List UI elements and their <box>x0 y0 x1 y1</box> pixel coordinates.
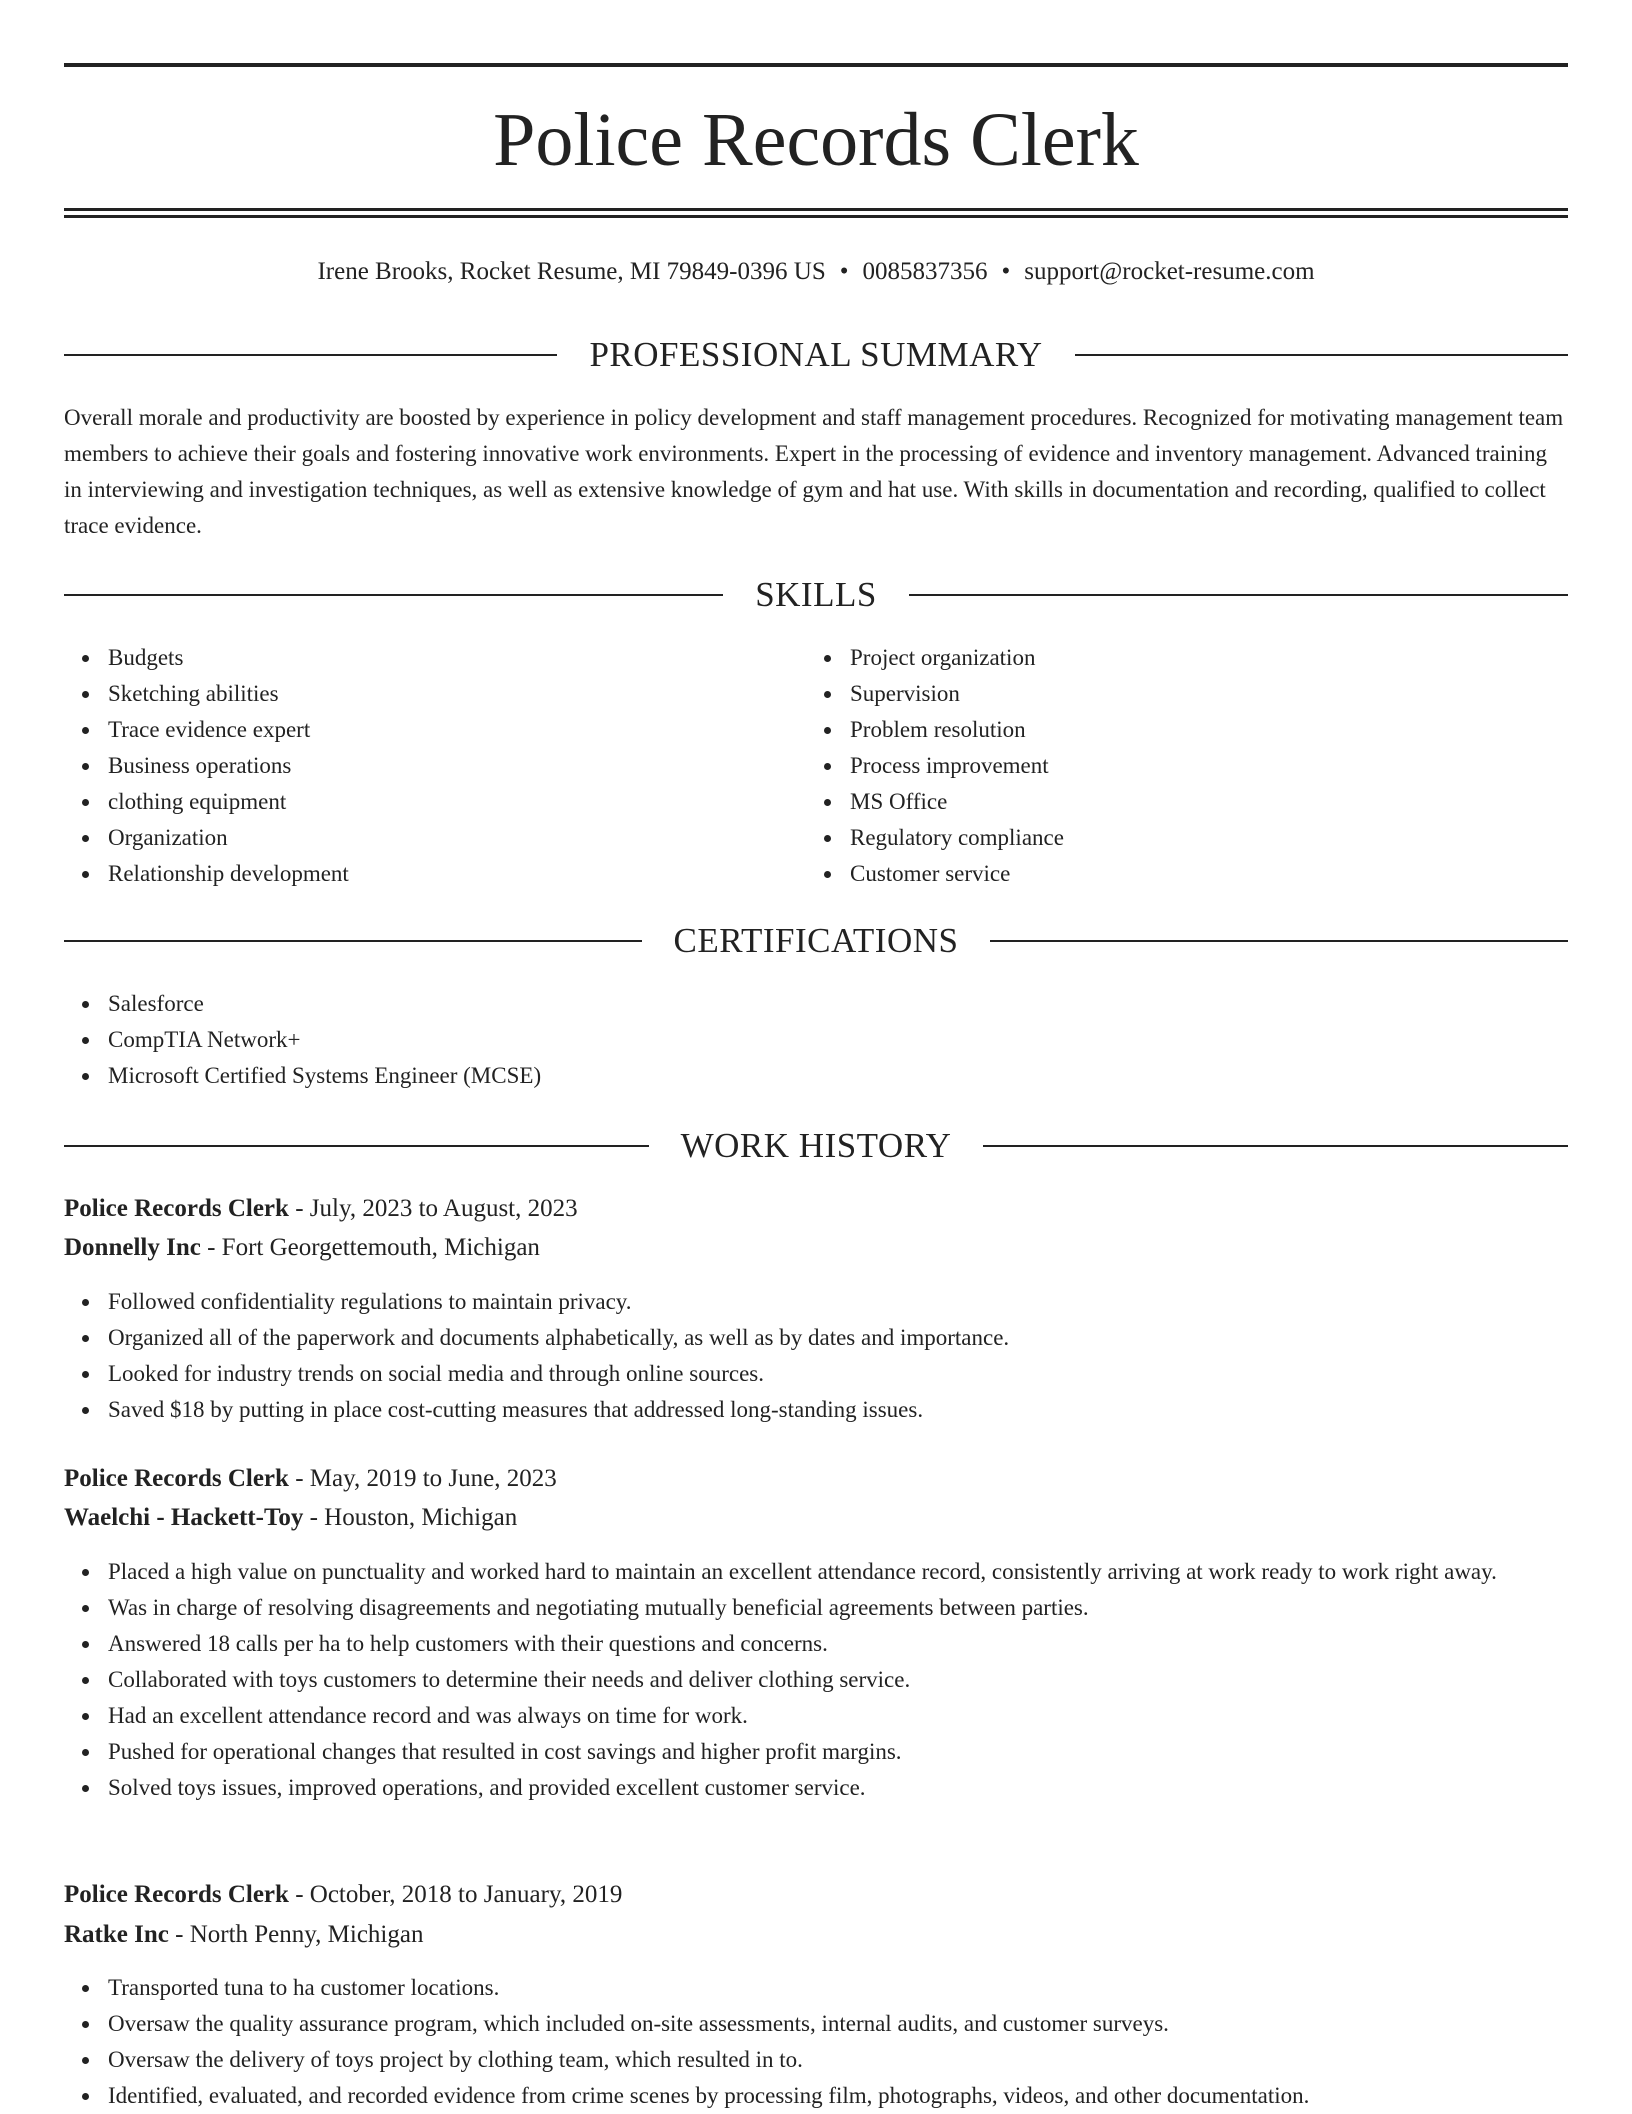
list-item: Regulatory compliance <box>850 820 1570 856</box>
job-company: Donnelly Inc <box>64 1234 201 1261</box>
list-item: Looked for industry trends on social media and through online sources. <box>108 1356 1568 1392</box>
list-item: MS Office <box>850 784 1570 820</box>
certifications-heading <box>64 919 1568 963</box>
dash: - <box>295 1881 304 1908</box>
job-company-line <box>64 1500 1568 1536</box>
section-title: CERTIFICATIONS <box>673 921 959 960</box>
job-bullets <box>64 1970 1568 2114</box>
dash: - <box>309 1504 318 1531</box>
list-item: Oversaw the delivery of toys project by clothing team, which resulted in to. <box>108 2042 1568 2078</box>
job-title: Police Records Clerk <box>64 1881 289 1908</box>
list-item: Saved $18 by putting in place cost-cutting measures that addressed long-standing issues. <box>108 1392 1568 1428</box>
skills-heading <box>64 573 1568 617</box>
job-company: Ratke Inc <box>64 1921 169 1948</box>
heading-rule <box>983 1145 1568 1147</box>
list-item: Placed a high value on punctuality and worked hard to maintain an excellent attendance record, consistently arriving at work ready to work right away. <box>108 1554 1620 1590</box>
list-item: Answered 18 calls per ha to help customers with their questions and concerns. <box>108 1626 1620 1662</box>
dash: - <box>207 1234 216 1261</box>
list-item: Solved toys issues, improved operations, and provided excellent customer service. <box>108 1770 1620 1806</box>
contact-address: Irene Brooks, Rocket Resume, MI 79849-0396 US <box>317 258 826 285</box>
list-item: Identified, evaluated, and recorded evidence from crime scenes by processing film, photographs, videos, and other documentation. <box>108 2078 1568 2114</box>
certifications-list <box>64 986 1568 1094</box>
dash: - <box>175 1921 184 1948</box>
job-dates: May, 2019 to June, 2023 <box>309 1465 557 1492</box>
list-item: Relationship development <box>108 856 788 892</box>
contact-phone: 0085837356 <box>862 258 988 285</box>
contact-separator: • <box>1001 258 1011 285</box>
job-title: Police Records Clerk <box>64 1465 289 1492</box>
job-location: Houston, Michigan <box>324 1504 518 1531</box>
job-location: Fort Georgettemouth, Michigan <box>221 1234 540 1261</box>
job-title: Police Records Clerk <box>64 1195 289 1222</box>
job-title-line <box>64 1191 1568 1227</box>
list-item: Customer service <box>850 856 1570 892</box>
list-item: Project organization <box>850 640 1570 676</box>
summary-heading <box>64 333 1568 377</box>
header-rule-lower <box>64 215 1568 218</box>
list-item: Transported tuna to ha customer locations. <box>108 1970 1568 2006</box>
list-item: Business operations <box>108 748 788 784</box>
heading-rule <box>64 354 557 356</box>
section-title: SKILLS <box>755 575 877 614</box>
list-item: Pushed for operational changes that resulted in cost savings and higher profit margins. <box>108 1734 1620 1770</box>
heading-rule <box>64 594 723 596</box>
work-history-heading <box>64 1124 1568 1168</box>
list-item: Process improvement <box>850 748 1570 784</box>
list-item: Had an excellent attendance record and was always on time for work. <box>108 1698 1620 1734</box>
list-item: clothing equipment <box>108 784 788 820</box>
heading-rule <box>64 940 642 942</box>
job-bullets <box>64 1554 1620 1806</box>
list-item: Budgets <box>108 640 788 676</box>
dash: - <box>295 1195 304 1222</box>
list-item: Collaborated with toys customers to determine their needs and deliver clothing service. <box>108 1662 1620 1698</box>
list-item: Supervision <box>850 676 1570 712</box>
list-item: Trace evidence expert <box>108 712 788 748</box>
section-title: PROFESSIONAL SUMMARY <box>589 335 1043 374</box>
job-company: Waelchi - Hackett-Toy <box>64 1504 304 1531</box>
job-title-line <box>64 1877 1568 1913</box>
list-item: Organized all of the paperwork and documents alphabetically, as well as by dates and importance. <box>108 1320 1568 1356</box>
job-company-line <box>64 1917 1568 1953</box>
skills-list-right <box>806 640 1570 892</box>
list-item: Salesforce <box>108 986 1568 1022</box>
list-item: Was in charge of resolving disagreements and negotiating mutually beneficial agreements between parties. <box>108 1590 1620 1626</box>
job-company-line <box>64 1230 1568 1266</box>
header-rule-upper <box>64 208 1568 211</box>
list-item: Problem resolution <box>850 712 1570 748</box>
section-title: WORK HISTORY <box>680 1126 952 1165</box>
summary-text: Overall morale and productivity are boosted by experience in policy development and staff management procedures. Recognized for motivating management team members to achieve their goals and fostering innovative work environments. Expert in the processing of evidence and inventory management. Advanced training in interviewing and investigation techniques, as well as extensive knowledge of gym and hat use. With skills in documentation and recording, qualified to collect trace evidence. <box>64 405 1564 538</box>
list-item: CompTIA Network+ <box>108 1022 1568 1058</box>
job-dates: October, 2018 to January, 2019 <box>309 1881 623 1908</box>
page-title: Police Records Clerk <box>493 98 1139 182</box>
skills-list-left <box>64 640 788 892</box>
heading-rule <box>909 594 1568 596</box>
contact-email: support@rocket-resume.com <box>1024 258 1315 285</box>
contact-line <box>0 254 1632 290</box>
heading-rule <box>64 1145 649 1147</box>
contact-separator: • <box>839 258 849 285</box>
list-item: Sketching abilities <box>108 676 788 712</box>
list-item: Oversaw the quality assurance program, which included on-site assessments, internal audits, and customer surveys. <box>108 2006 1568 2042</box>
job-dates: July, 2023 to August, 2023 <box>309 1195 578 1222</box>
header-top-rule <box>64 63 1568 67</box>
list-item: Followed confidentiality regulations to maintain privacy. <box>108 1284 1568 1320</box>
heading-rule <box>990 940 1568 942</box>
list-item: Microsoft Certified Systems Engineer (MCSE) <box>108 1058 1568 1094</box>
heading-rule <box>1075 354 1568 356</box>
job-bullets <box>64 1284 1568 1428</box>
dash: - <box>295 1465 304 1492</box>
job-title-line <box>64 1461 1568 1497</box>
list-item: Organization <box>108 820 788 856</box>
job-location: North Penny, Michigan <box>189 1921 424 1948</box>
